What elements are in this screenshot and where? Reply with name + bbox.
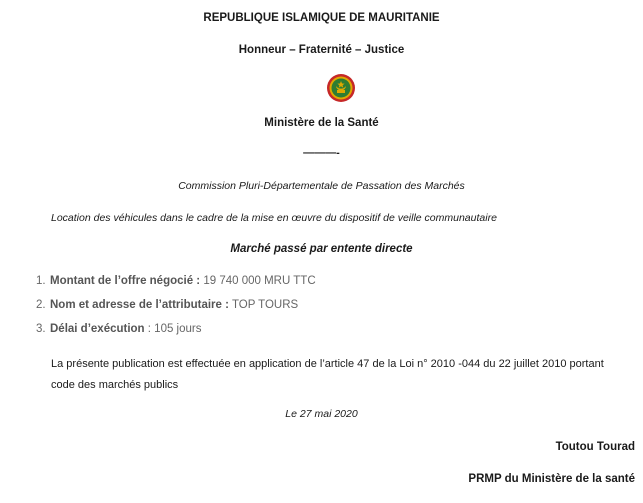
list-item (36, 297, 610, 321)
contract-object: Location des véhicules dans le cadre de la mise en œuvre du dispositif de veille communautaire (51, 212, 497, 224)
ministry-title: Ministère de la Santé (264, 117, 379, 129)
signer-name: Toutou Tourad (555, 441, 635, 453)
national-motto: Honneur – Fraternité – Justice (238, 44, 405, 56)
duration-label: Délai d’exécution (50, 323, 145, 335)
offer-amount-label: Montant de l’offre négocié : (50, 275, 201, 287)
mauritania-seal-icon (326, 73, 356, 103)
publication-date: Le 27 mai 2020 (285, 408, 358, 420)
commission-name: Commission Pluri-Départementale de Passation des Marchés (178, 180, 465, 192)
procedure-type: Marché passé par entente directe (230, 243, 413, 255)
item-number: 1. (36, 275, 46, 287)
duration-value: : 105 jours (144, 323, 202, 335)
list-item (36, 321, 610, 345)
item-number: 3. (36, 323, 46, 335)
awardee-value: TOP TOURS (228, 299, 299, 311)
signer-title: PRMP du Ministère de la santé (468, 473, 635, 485)
award-details-list (0, 273, 610, 345)
offer-amount-value: 19 740 000 MRU TTC (200, 275, 316, 287)
legal-basis-text: La présente publication est effectuée en application de l’article 47 de la Loi n° 2010 -044 du 22 juillet 2010 portant code des marchés publics (51, 358, 604, 391)
item-number: 2. (36, 299, 46, 311)
country-heading: REPUBLIQUE ISLAMIQUE DE MAURITANIE (203, 12, 440, 24)
awardee-label: Nom et adresse de l’attributaire : (50, 299, 229, 311)
separator-line: ———- (303, 147, 340, 159)
list-item (36, 273, 610, 297)
